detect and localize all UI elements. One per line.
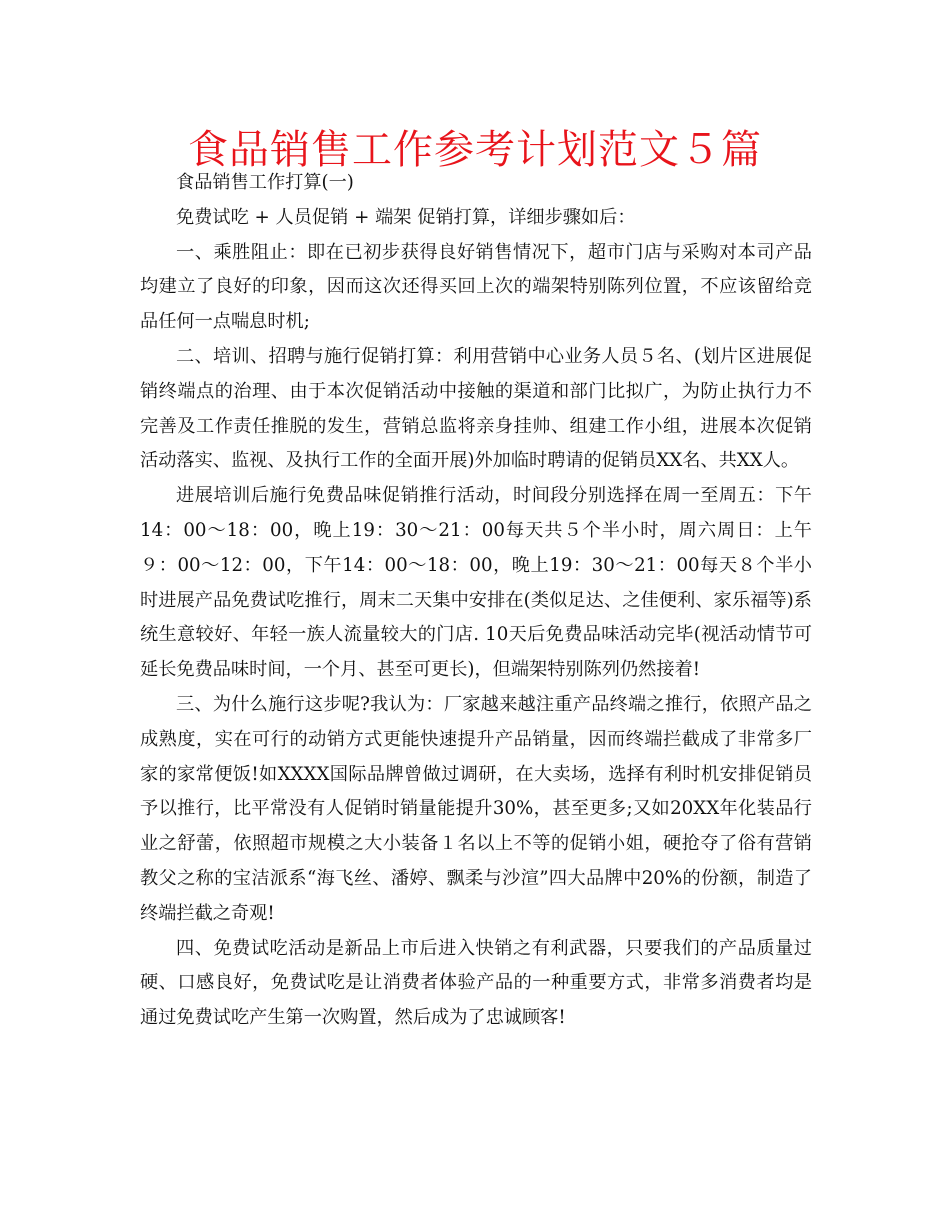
document-body	[140, 166, 812, 1036]
paragraph-one: 一、乘胜阻止：即在已初步获得良好销售情况下，超市门店与采购对本司产品均建立了良好的印象，因而这次还得买回上次的端架特别陈列位置，不应该留给竞品任何一点喘息时机;	[140, 241, 812, 333]
document-title: 食品销售工作参考计划范文５篇	[188, 127, 762, 173]
paragraph-heading: 食品销售工作打算(一)	[176, 172, 354, 193]
paragraph-four: 四、免费试吃活动是新品上市后进入快销之有利武器，只要我们的产品质量过硬、口感良好，免费试吃是让消费者体验产品的一种重要方式，非常多消费者均是通过免费试吃产生第一次购置，然后成为了忠诚顾客!	[140, 937, 812, 1029]
paragraph-three: 三、为什么施行这步呢?我认为：厂家越来越注重产品终端之推行，依照产品之成熟度，实在可行的动销方式更能快速提升产品销量，因而终端拦截成了非常多厂家的家常便饭!如XXXX国际品牌曾做过调研，在大卖场，选择有利时机安排促销员予以推行，比平常没有人促销时销量能提升30%，甚至更多;又如20XX年化装品行业之舒蕾，依照超市规模之大小装备１名以上不等的促销小姐，硬抢夺了俗有营销教父之称的宝洁派系“海飞丝、潘婷、飘柔与沙渲”四大品牌中20%的份额，制造了终端拦截之奇观!	[140, 693, 812, 924]
paragraph-two: 二、培训、招聘与施行促销打算：利用营销中心业务人员５名、(划片区进展促销终端点的治理、由于本次促销活动中接触的渠道和部门比拟广，为防止执行力不完善及工作责任推脱的发生，营销总监将亲身挂帅、组建工作小组，进展本次促销活动落实、监视、及执行工作的全面开展)外加临时聘请的促销员XX名、共XX人。	[140, 345, 812, 472]
paragraph-intro: 免费试吃 + 人员促销 + 端架 促销打算，详细步骤如后：	[176, 206, 636, 228]
paragraph-schedule: 进展培训后施行免费品味促销推行活动，时间段分别选择在周一至周五：下午14：00～18：00，晚上19：30～21：00每天共５个半小时，周六周日：上午９：00～12：00，下午14：00～18：00，晚上19：30～21：00每天８个半小时进展产品免费试吃推行，周末二天集中安排在(类似足达、之佳便利、家乐福等)系统生意较好、年轻一族人流量较大的门店. 10天后免费品味活动完毕(视活动情节可延长免费品味时间，一个月、甚至可更长)，但端架特别陈列仍然接着!	[140, 485, 812, 681]
